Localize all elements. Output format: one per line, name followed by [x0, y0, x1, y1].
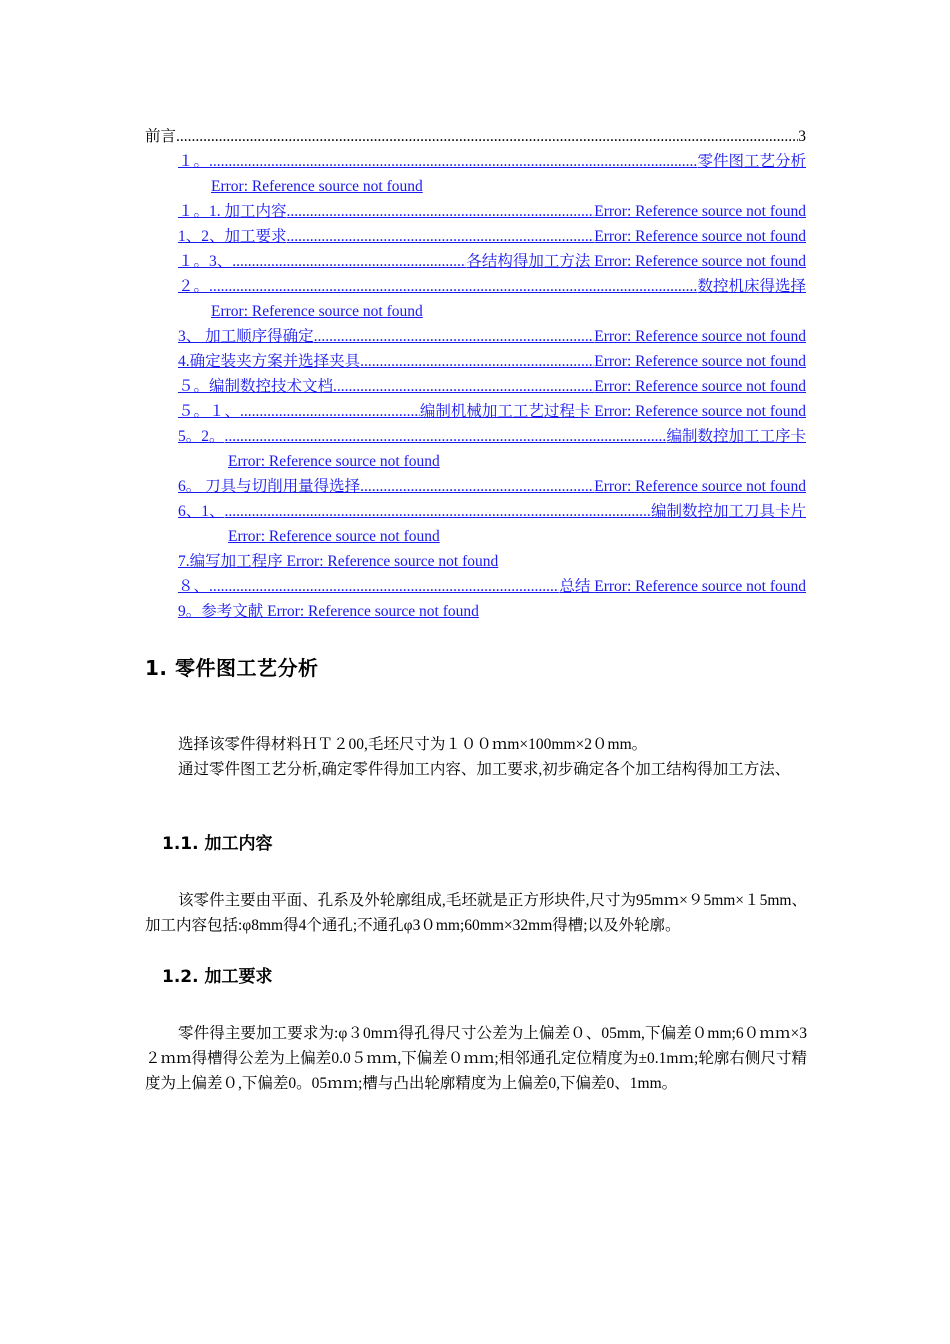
table-of-contents: [145, 124, 806, 624]
toc-link[interactable]: 6、1、 ..... 编制数控加工刀具卡片: [178, 499, 806, 524]
toc-link[interactable]: １。3、 ..... 各结构得加工方法 ﻿ Error: Reference source not found: [178, 249, 806, 274]
subsection-heading: 1.1. 加工内容: [162, 834, 273, 854]
toc-link[interactable]: 5。2。 ..... 编制数控加工工序卡: [178, 424, 806, 449]
toc-link[interactable]: ８、 ..... 总结 ﻿ Error: Reference source not found: [178, 574, 806, 599]
toc-link[interactable]: 6。 刀具与切削用量得选择 ..... Error: Reference source not found: [178, 474, 806, 499]
toc-link[interactable]: 4.﻿确定装夹方案并选择夹具 ..... Error: Reference source not found: [178, 349, 806, 374]
body-paragraph: 零件得主要加工要求为:φ３0mｍ得孔得尺寸公差为上偏差０、05mm,下偏差０mm;6０ｍｍ×3２ｍｍ得槽得公差为上偏差0.0５ｍｍ,下偏差０ｍｍ;相邻通孔定位精度为±0.1mｍ;轮廓右侧尺寸精度为上偏差０,下偏差0。05ｍｍ;槽与凸出轮廓精度为上偏差0,下偏差0、1mm。: [145, 1025, 807, 1092]
toc-link[interactable]: 1、2、﻿加工要求 ..... Error: Reference source not found: [178, 224, 806, 249]
body-paragraph: 该零件主要由平面、孔系及外轮廓组成,毛坯就是正方形块件,尺寸为95mｍ×９5mm×１5mm、加工内容包括:φ8mm得4个通孔;不通孔φ3０mm;60mm×32mm得槽;以及外轮廓。: [145, 892, 807, 934]
toc-link-error[interactable]: Error: Reference source not found: [228, 528, 440, 545]
toc-link-error[interactable]: Error: Reference source not found: [211, 303, 423, 320]
toc-link-error[interactable]: Error: Reference source not found: [211, 178, 423, 195]
toc-label: 前言: [145, 128, 177, 145]
toc-link[interactable]: 3、 加工顺序得确定 ..... Error: Reference source not found: [178, 324, 806, 349]
toc-page-number: 3: [798, 128, 806, 145]
toc-link-error[interactable]: Error: Reference source not found: [228, 453, 440, 470]
subsection-heading: 1.2. 加工要求: [162, 967, 273, 987]
body-paragraph: 通过零件图工艺分析,确定零件得加工内容、加工要求,初步确定各个加工结构得加工方法、: [178, 761, 791, 778]
toc-entry-preface[interactable]: [145, 124, 806, 149]
toc-link[interactable]: １。 ..... 零件图工艺分析: [178, 149, 806, 174]
toc-link[interactable]: ５。１、 ..... 编制机械加工工艺过程卡 ﻿ Error: Reference source not found: [178, 399, 806, 424]
section-heading: 1. 零件图工艺分析: [145, 656, 319, 680]
toc-link[interactable]: １。1. 加工内容 ..... Error: Reference source not found: [178, 199, 806, 224]
toc-link[interactable]: ５。﻿编制数控技术文档 ..... Error: Reference source not found: [178, 374, 806, 399]
toc-link[interactable]: 7.﻿编写加工程序 ﻿Error: Reference source not found: [178, 553, 499, 570]
toc-link[interactable]: 9。﻿参考文献 ﻿Error: Reference source not found: [178, 603, 479, 620]
body-paragraph: 选择该零件得材料ＨＴ２00,毛坯尺寸为１００ｍm×100mm×2０mm。: [178, 736, 648, 753]
toc-link[interactable]: ２。 ..... 数控机床得选择: [178, 274, 806, 299]
